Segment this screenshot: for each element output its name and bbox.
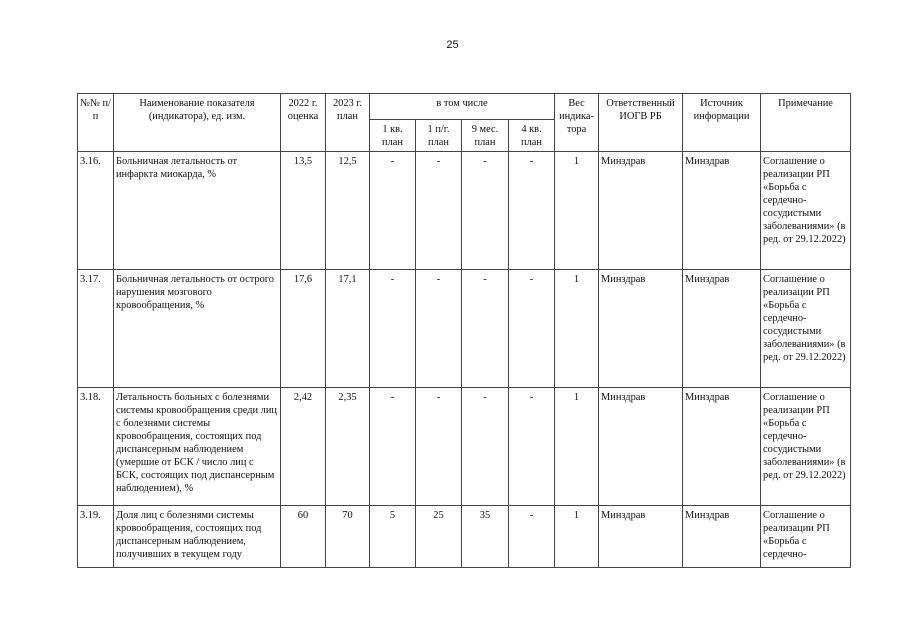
cell-source: Минздрав <box>683 506 761 568</box>
cell-estimate-2022: 60 <box>281 506 326 568</box>
cell-plan-2023: 12,5 <box>326 152 370 270</box>
cell-note: Соглашение о реализации РП «Борьба с сердечно-сосудистыми заболеваниями» (в ред. от 29.12.2022) <box>761 270 851 388</box>
header-weight: Вес индика-тора <box>555 94 599 152</box>
header-source: Источник информации <box>683 94 761 152</box>
cell-name: Летальность больных с болезнями системы кровообращения среди лиц с болезнями системы кровообращения, состоящих под диспансерным наблюдением (умершие от БСК / число лиц с БСК, состоящих под диспансерным наблюдением), % <box>114 388 281 506</box>
cell-plan-2023: 17,1 <box>326 270 370 388</box>
cell-num: 3.16. <box>78 152 114 270</box>
cell-estimate-2022: 13,5 <box>281 152 326 270</box>
cell-h1: 25 <box>416 506 462 568</box>
cell-name: Доля лиц с болезнями системы кровообращения, состоящих под диспансерным наблюдением, получивших в текущем году <box>114 506 281 568</box>
cell-responsible: Минздрав <box>599 152 683 270</box>
cell-q1: - <box>370 388 416 506</box>
table-row <box>78 270 851 388</box>
header-q1: 1 кв. план <box>370 120 416 152</box>
cell-note: Соглашение о реализации РП «Борьба с сердечно- <box>761 506 851 568</box>
header-q4: 4 кв. план <box>509 120 555 152</box>
cell-q4: - <box>509 152 555 270</box>
cell-h1: - <box>416 388 462 506</box>
cell-note: Соглашение о реализации РП «Борьба с сердечно-сосудистыми заболеваниями» (в ред. от 29.12.2022) <box>761 388 851 506</box>
cell-num: 3.19. <box>78 506 114 568</box>
header-responsible: Ответственный ИОГВ РБ <box>599 94 683 152</box>
cell-responsible: Минздрав <box>599 506 683 568</box>
cell-num: 3.18. <box>78 388 114 506</box>
cell-responsible: Минздрав <box>599 388 683 506</box>
cell-q1: - <box>370 152 416 270</box>
cell-q1: 5 <box>370 506 416 568</box>
cell-weight: 1 <box>555 388 599 506</box>
header-note: Примечание <box>761 94 851 152</box>
cell-source: Минздрав <box>683 152 761 270</box>
cell-source: Минздрав <box>683 388 761 506</box>
cell-note: Соглашение о реализации РП «Борьба с сердечно-сосудистыми заболеваниями» (в ред. от 29.12.2022) <box>761 152 851 270</box>
cell-plan-2023: 2,35 <box>326 388 370 506</box>
page-number: 25 <box>446 39 459 51</box>
header-including: в том числе <box>370 94 555 120</box>
table-header-row <box>78 94 851 120</box>
cell-m9: - <box>462 388 509 506</box>
cell-plan-2023: 70 <box>326 506 370 568</box>
header-m9: 9 мес. план <box>462 120 509 152</box>
cell-weight: 1 <box>555 152 599 270</box>
header-name: Наименование показателя (индикатора), ед. изм. <box>114 94 281 152</box>
cell-weight: 1 <box>555 270 599 388</box>
cell-source: Минздрав <box>683 270 761 388</box>
cell-q4: - <box>509 506 555 568</box>
cell-m9: 35 <box>462 506 509 568</box>
cell-responsible: Минздрав <box>599 270 683 388</box>
cell-q1: - <box>370 270 416 388</box>
cell-m9: - <box>462 152 509 270</box>
cell-q4: - <box>509 270 555 388</box>
table-row <box>78 388 851 506</box>
table-row <box>78 152 851 270</box>
cell-h1: - <box>416 270 462 388</box>
cell-num: 3.17. <box>78 270 114 388</box>
header-estimate-2022: 2022 г. оценка <box>281 94 326 152</box>
cell-h1: - <box>416 152 462 270</box>
cell-m9: - <box>462 270 509 388</box>
cell-q4: - <box>509 388 555 506</box>
header-plan-2023: 2023 г. план <box>326 94 370 152</box>
table-row <box>78 506 851 568</box>
cell-name: Больничная летальность от острого нарушения мозгового кровообращения, % <box>114 270 281 388</box>
cell-estimate-2022: 2,42 <box>281 388 326 506</box>
header-h1: 1 п/г. план <box>416 120 462 152</box>
indicators-table <box>77 93 851 568</box>
header-num: №№ п/п <box>78 94 114 152</box>
cell-name: Больничная летальность от инфаркта миокарда, % <box>114 152 281 270</box>
cell-estimate-2022: 17,6 <box>281 270 326 388</box>
cell-weight: 1 <box>555 506 599 568</box>
